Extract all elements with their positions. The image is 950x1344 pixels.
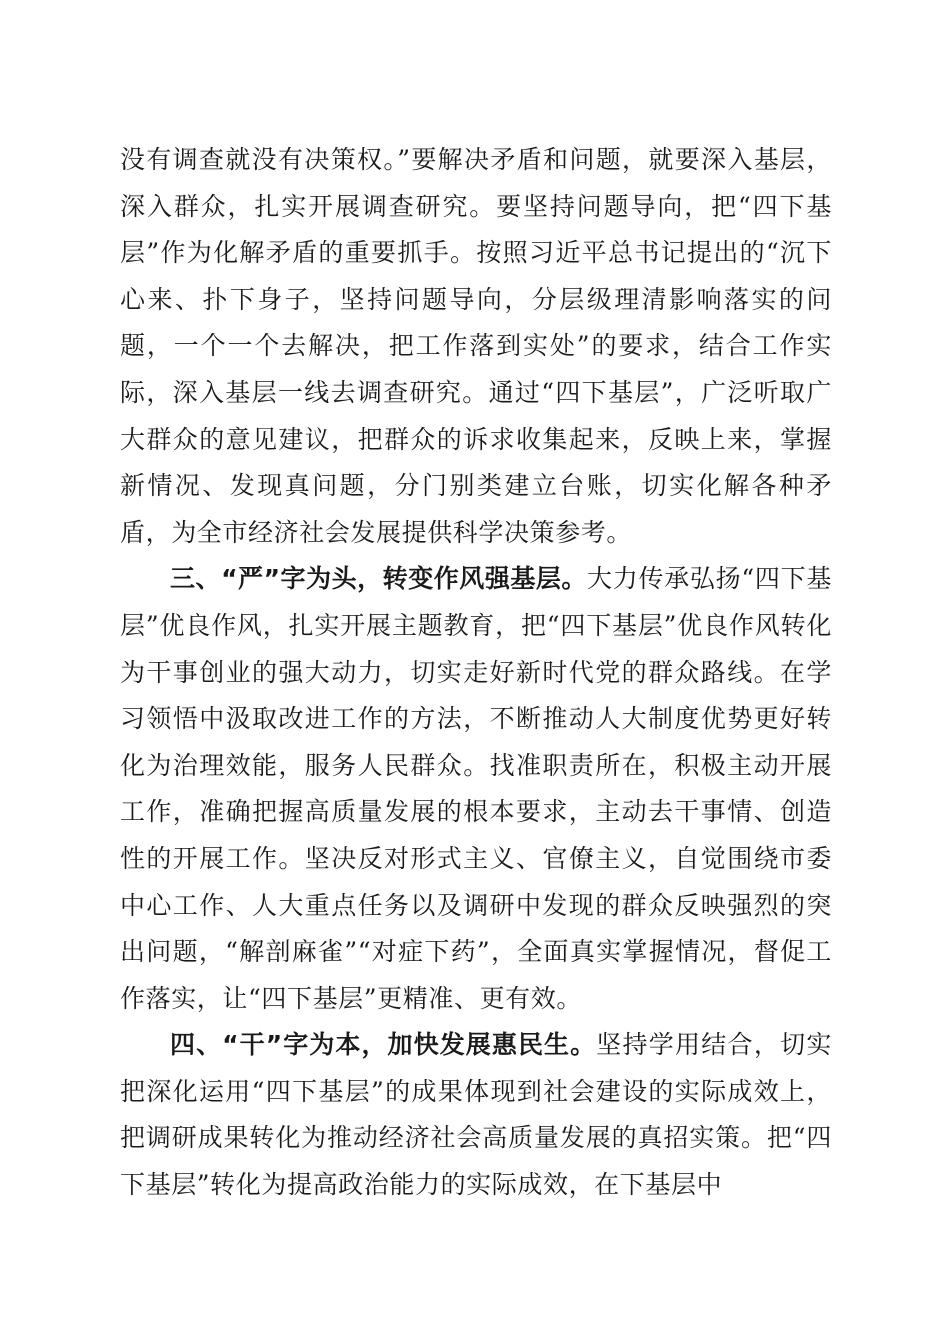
document-body [120,137,832,1209]
section-heading: 四、“干”字为本，加快发展惠民生。 [170,1030,597,1060]
paragraph-continuation [120,137,832,556]
section-heading: 三、“严”字为头，转变作风强基层。 [170,564,587,594]
paragraph-text: 坚持学用结合，切实把深化运用“四下基层”的成果体现到社会建设的实际成效上，把调研成果转化为推动经济社会高质量发展的真招实策。把“四下基层”转化为提高政治能力的实际成效，在下基层中 [120,1030,832,1200]
paragraph-section-four [120,1022,832,1208]
paragraph-section-three [120,556,832,1022]
paragraph-text: 没有调查就没有决策权。”要解决矛盾和问题，就要深入基层，深入群众，扎实开展调查研究。要坚持问题导向，把“四下基层”作为化解矛盾的重要抓手。按照习近平总书记提出的“沉下心来、扑下身子，坚持问题导向，分层级理清影响落实的问题，一个一个去解决，把工作落到实处”的要求，结合工作实际，深入基层一线去调查研究。通过“四下基层”，广泛听取广大群众的意见建议，把群众的诉求收集起来，反映上来，掌握新情况、发现真问题，分门别类建立台账，切实化解各种矛盾，为全市经济社会发展提供科学决策参考。 [120,145,832,547]
paragraph-text: 大力传承弘扬“四下基层”优良作风，扎实开展主题教育，把“四下基层”优良作风转化为干事创业的强大动力，切实走好新时代党的群众路线。在学习领悟中汲取改进工作的方法，不断推动人大制度优势更好转化为治理效能，服务人民群众。找准职责所在，积极主动开展工作，准确把握高质量发展的根本要求，主动去干事情、创造性的开展工作。坚决反对形式主义、官僚主义，自觉围绕市委中心工作、人大重点任务以及调研中发现的群众反映强烈的突出问题，“解剖麻雀”“对症下药”，全面真实掌握情况，督促工作落实，让“四下基层”更精准、更有效。 [120,564,832,1013]
